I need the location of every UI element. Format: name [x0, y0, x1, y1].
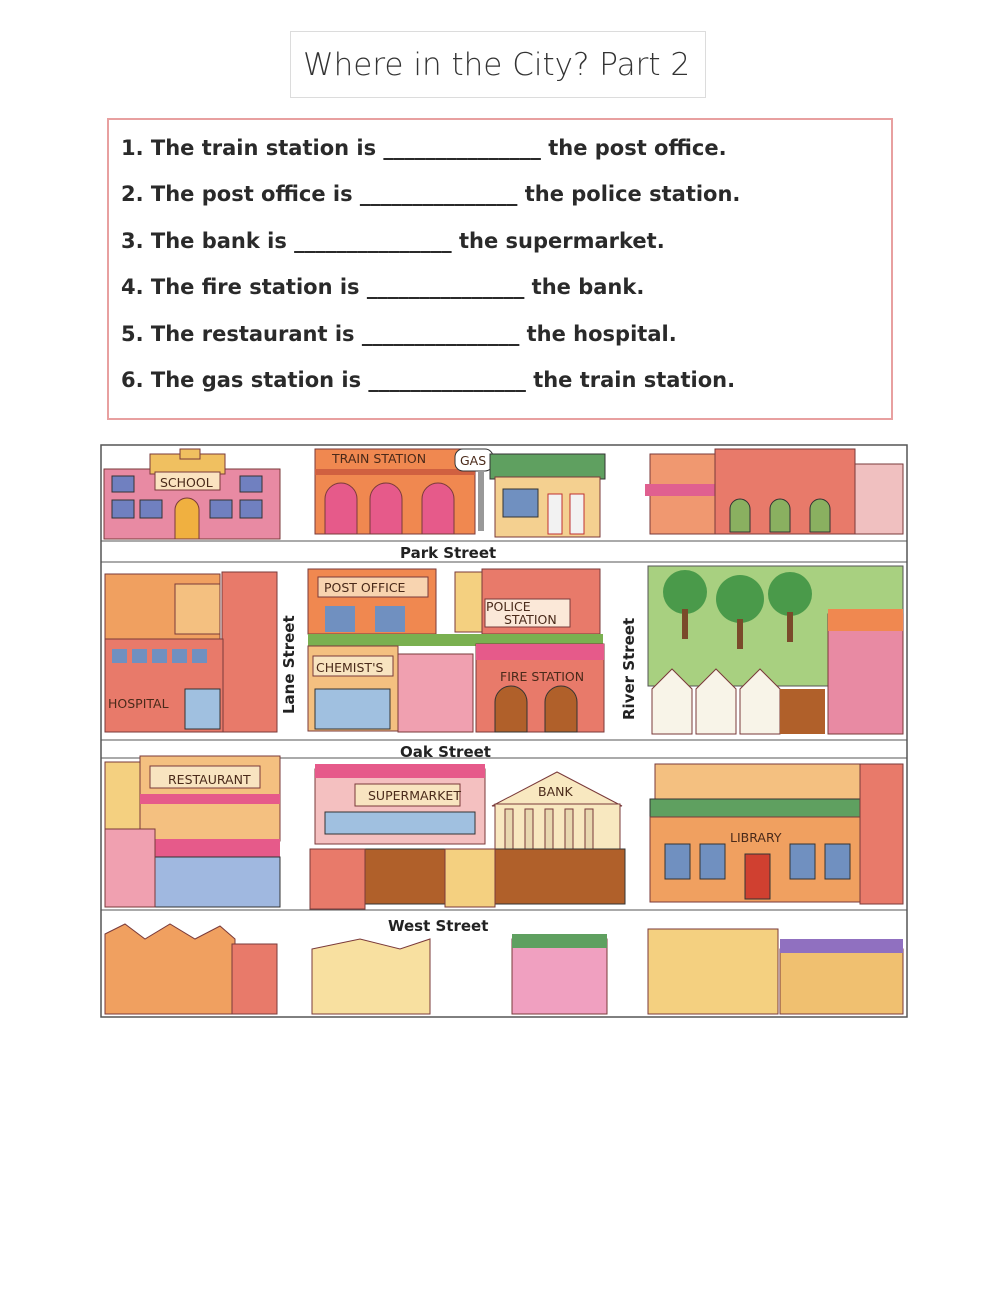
city-map	[100, 444, 908, 1018]
label-fire-station: FIRE STATION	[500, 669, 585, 684]
question-1: 1. The train station is _______________ the post office.	[121, 136, 727, 160]
chemists-building	[308, 646, 473, 732]
label-police-1: POLICE	[486, 599, 531, 614]
label-bank: BANK	[538, 784, 573, 799]
question-6: 6. The gas station is _______________ the train station.	[121, 367, 736, 392]
label-lane-street: Lane Street	[280, 615, 298, 714]
title-box	[290, 31, 706, 98]
label-supermarket: SUPERMARKET	[368, 788, 461, 803]
label-gas: GAS	[460, 453, 487, 468]
label-chemists: CHEMIST'S	[316, 660, 384, 675]
label-train-station: TRAIN STATION	[332, 451, 427, 466]
label-police-2: STATION	[504, 612, 557, 627]
label-library: LIBRARY	[730, 830, 782, 845]
label-restaurant: RESTAURANT	[168, 772, 251, 787]
label-river-street: River Street	[620, 617, 638, 720]
label-hospital: HOSPITAL	[108, 696, 169, 711]
question-3: 3. The bank is _______________ the supermarket.	[121, 228, 665, 253]
question-2: 2. The post office is _______________ the police station.	[121, 182, 741, 207]
park-area	[648, 566, 903, 734]
label-park-street: Park Street	[400, 544, 497, 562]
page-title: Where in the City? Part 2	[303, 46, 691, 83]
label-oak-street: Oak Street	[400, 743, 491, 761]
question-5: 5. The restaurant is _______________ the hospital.	[121, 321, 677, 346]
question-4: 4. The fire station is _______________ the bank.	[121, 275, 645, 300]
label-school: SCHOOL	[160, 475, 213, 490]
label-west-street: West Street	[388, 917, 489, 935]
supermarket-building	[315, 764, 485, 844]
label-post-office: POST OFFICE	[324, 580, 406, 595]
questions-box	[107, 118, 893, 420]
fire-station-building	[476, 644, 604, 732]
post-office-building	[308, 569, 436, 634]
